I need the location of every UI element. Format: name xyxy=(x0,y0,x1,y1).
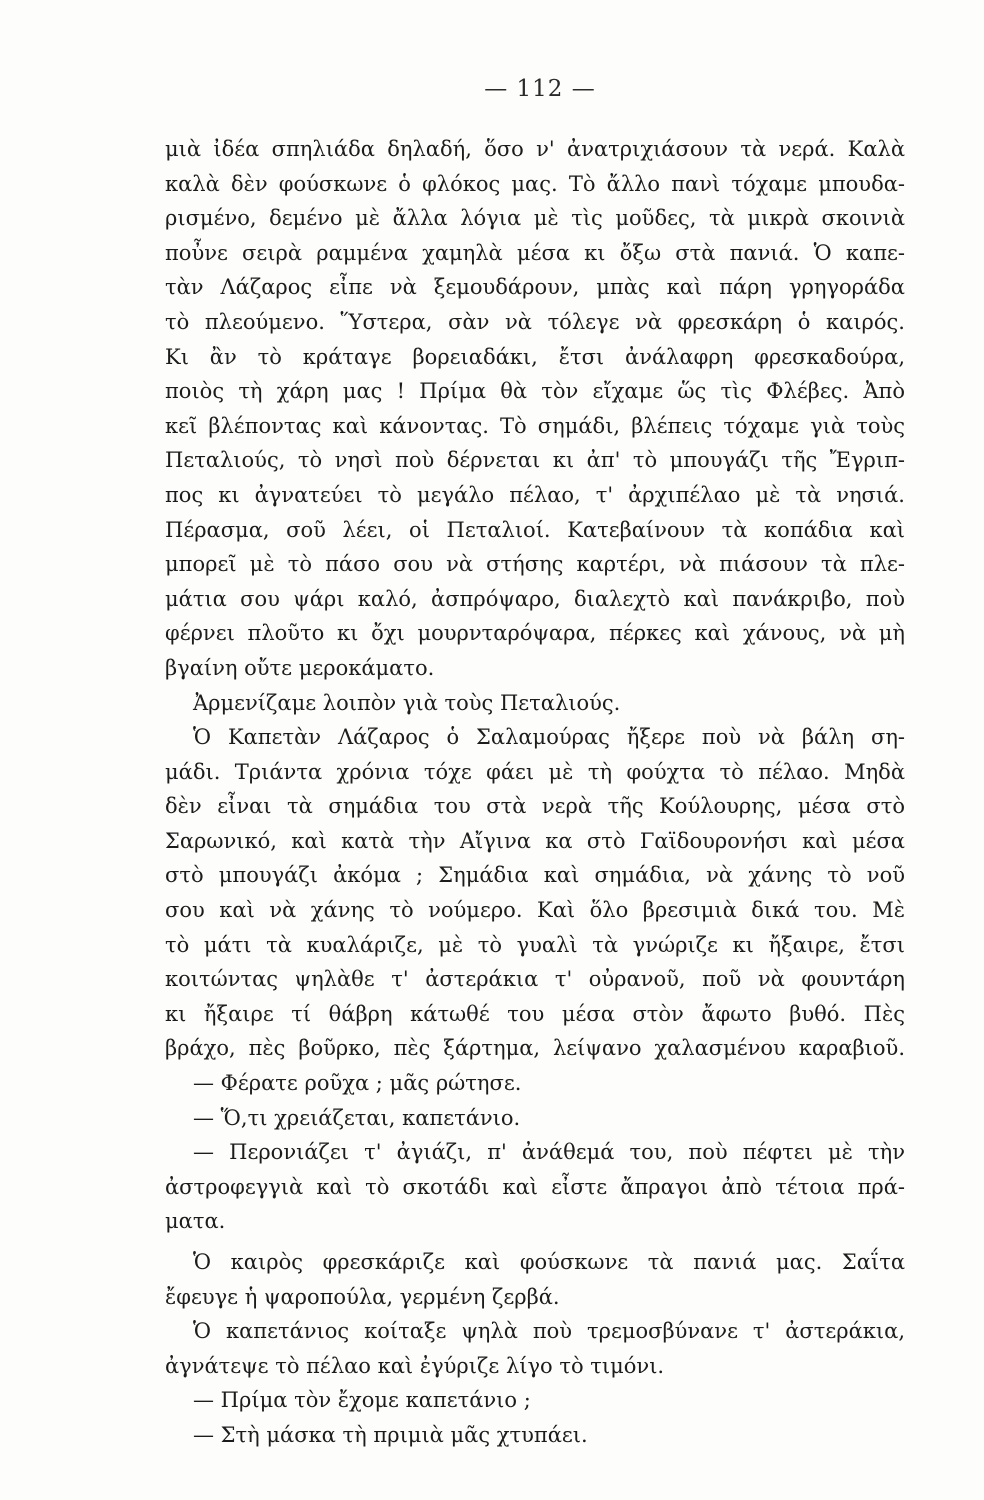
text-line: μιὰ ἰδέα σπηλιάδα δηλαδή, ὅσο ν' ἀνατριχιάσουν τὰ νερά. Καλὰ xyxy=(165,137,905,161)
text-line: Ἀρμενίζαμε λοιπὸν γιὰ τοὺς Πεταλιούς. xyxy=(193,690,621,715)
text-line: Ὁ καπετάνιος κοίταξε ψηλὰ ποὺ τρεμοσβύνανε τ' ἀστεράκια, xyxy=(193,1319,905,1344)
dialogue-line: — Πρίμα τὸν ἔχομε καπετάνιο ; xyxy=(193,1388,531,1413)
text-line: ρισμένο, δεμένο μὲ ἄλλα λόγια μὲ τὶς μοῦδες, τὰ μικρὰ σκοινιὰ xyxy=(165,206,905,231)
text-line: σου καὶ νὰ χάνης τὸ νούμερο. Καὶ ὅλο βρεσιμιὰ δικά του. Μὲ xyxy=(165,898,905,923)
body-text xyxy=(165,132,905,1453)
text-line: μάδι. Τριάντα χρόνια τόχε φάει μὲ τὴ φούχτα τὸ πέλαο. Μηδὰ xyxy=(165,759,905,784)
text-line: κεῖ βλέποντας καὶ κάνοντας. Τὸ σημάδι, βλέπεις τόχαμε γιὰ τοὺς xyxy=(165,413,905,438)
text-line: στὸ μπουγάζι ἀκόμα ; Σημάδια καὶ σημάδια, νὰ χάνης τὸ νοῦ xyxy=(165,863,905,888)
text-line: μάτια σου ψάρι καλό, ἀσπρόψαρο, διαλεχτὸ καὶ πανάκριβο, ποὺ xyxy=(165,586,905,611)
text-line: Σαρωνικό, καὶ κατὰ τὴν Αἴγινα κα στὸ Γαϊδουρονήσι καὶ μέσα xyxy=(165,828,905,853)
text-line: Κι ἂν τὸ κράταγε βορειαδάκι, ἔτσι ἀνάλαφρη φρεσκαδούρα, xyxy=(165,344,905,369)
text-line: ποιὸς τὴ χάρη μας ! Πρίμα θὰ τὸν εἴχαμε ὥς τὶς Φλέβες. Ἀπὸ xyxy=(165,379,905,404)
text-line: κι ἤξαιρε τί θάβρη κάτωθέ του μέσα στὸν ἄφωτο βυθό. Πὲς xyxy=(165,1001,905,1026)
text-line: μπορεῖ μὲ τὸ πάσο σου νὰ στήσης καρτέρι, νὰ πιάσουν τὰ πλε- xyxy=(165,552,905,577)
text-line: βράχο, πὲς βοῦρκο, πὲς ξάρτημα, λείψανο χαλασμένου καραβιοῦ. xyxy=(165,1036,905,1061)
page-number: — 112 — xyxy=(484,76,596,102)
text-line: πος κι ἀγνατεύει τὸ μεγάλο πέλαο, τ' ἀρχιπέλαο μὲ τὰ νησιά. xyxy=(165,482,905,507)
text-line: τὸ πλεούμενο. Ὕστερα, σὰν νὰ τόλεγε νὰ φρεσκάρη ὁ καιρός. xyxy=(165,309,905,334)
text-line: βγαίνη οὔτε μεροκάματο. xyxy=(165,655,435,680)
text-line: Ὁ Καπετὰν Λάζαρος ὁ Σαλαμούρας ἤξερε ποὺ νὰ βάλη ση- xyxy=(193,725,905,750)
text-line: Ὁ καιρὸς φρεσκάριζε καὶ φούσκωνε τὰ πανιά μας. Σαΐτα xyxy=(193,1250,905,1274)
dialogue-line: — Φέρατε ροῦχα ; μᾶς ρώτησε. xyxy=(193,1071,522,1096)
text-line: καλὰ δὲν φούσκωνε ὁ φλόκος μας. Τὸ ἄλλο πανὶ τόχαμε μπουδα- xyxy=(165,171,905,196)
text-line: φέρνει πλοῦτο κι ὄχι μουρνταρόψαρα, πέρκες καὶ χάνους, νὰ μὴ xyxy=(165,621,905,646)
text-line: ἀστροφεγγιὰ καὶ τὸ σκοτάδι καὶ εἶστε ἄπραγοι ἀπὸ τέτοια πρά- xyxy=(165,1174,905,1199)
text-line: ἀγνάτεψε τὸ πέλαο καὶ ἐγύριζε λίγο τὸ τιμόνι. xyxy=(165,1353,665,1378)
dialogue-line: — Ὅ,τι χρειάζεται, καπετάνιο. xyxy=(193,1105,521,1130)
text-line: κοιτώντας ψηλὰθε τ' ἀστεράκια τ' οὐρανοῦ, ποῦ νὰ φουντάρη xyxy=(165,967,905,992)
text-line: ματα. xyxy=(165,1209,226,1234)
text-line: τὰν Λάζαρος εἶπε νὰ ξεμουδάρουν, μπὰς καὶ πάρη γρηγοράδα xyxy=(165,275,905,300)
dialogue-line: — Στὴ μάσκα τὴ πριμιὰ μᾶς χτυπάει. xyxy=(193,1422,588,1447)
text-line: τὸ μάτι τὰ κυαλάριζε, μὲ τὸ γυαλὶ τὰ γνώριζε κι ἤξαιρε, ἔτσι xyxy=(165,932,905,957)
text-line: Πεταλιούς, τὸ νησὶ ποὺ δέρνεται κι ἀπ' τὸ μπουγάζι τῆς Ἔγριπ- xyxy=(165,448,905,473)
text-line: Πέρασμα, σοῦ λέει, οἱ Πεταλιοί. Κατεβαίνουν τὰ κοπάδια καὶ xyxy=(165,517,905,542)
text-line: δὲν εἶναι τὰ σημάδια του στὰ νερὰ τῆς Κούλουρης, μέσα στὸ xyxy=(165,794,905,819)
dialogue-line: — Περονιάζει τ' ἀγιάζι, π' ἀνάθεμά του, ποὺ πέφτει μὲ τὴν xyxy=(193,1140,905,1165)
text-line: ποὖνε σειρὰ ραμμένα χαμηλὰ μέσα κι ὄξω στὰ πανιά. Ὁ καπε- xyxy=(165,240,905,265)
text-line: ἔφευγε ἡ ψαροπούλα, γερμένη ζερβά. xyxy=(165,1284,560,1309)
